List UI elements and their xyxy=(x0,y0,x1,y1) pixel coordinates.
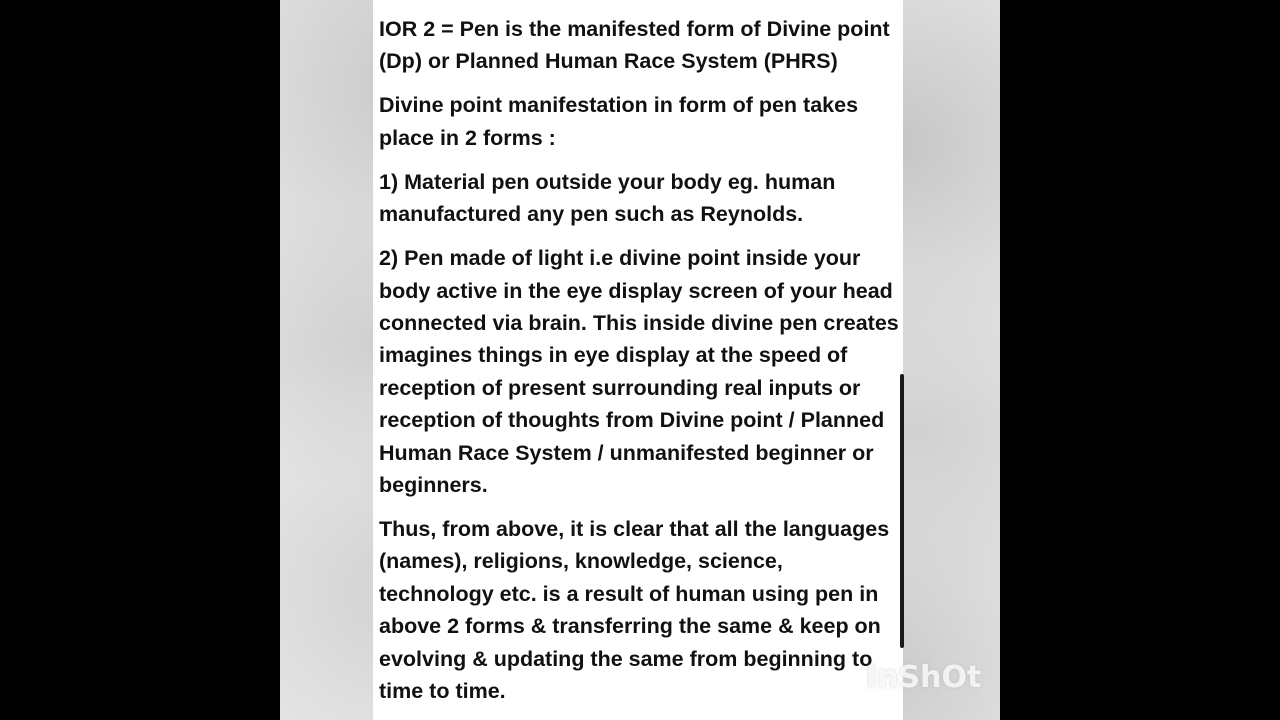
paragraph-material-pen: 1) Material pen outside your body eg. human manufactured any pen such as Reynolds. xyxy=(379,169,836,227)
paragraph-ior-2: IOR 2 = Pen is the manifested form of Divine point (Dp) or Planned Human Race System (PHRS) xyxy=(379,17,890,74)
document-text xyxy=(379,13,899,719)
paragraph-light-pen: 2) Pen made of light i.e divine point inside your body active in the eye display screen of your head connected via brain. This inside divine pen creates imagines things in eye display at the speed of reception of present surrounding real inputs or reception of thoughts from Divine point / Planned Human Race System / unmanifested beginner or beginners. xyxy=(379,246,899,498)
paragraph-conclusion: Thus, from above, it is clear that all the languages (names), religions, knowledge, science, technology etc. is a result of human using pen in above 2 forms & transferring the same & keep on evolving & updating the same from beginning to time to time. xyxy=(379,517,890,704)
scrollbar-thumb[interactable] xyxy=(900,374,904,648)
paragraph-manifestation-forms: Divine point manifestation in form of pen takes place in 2 forms : xyxy=(379,93,859,150)
inshot-watermark: InShOt xyxy=(866,660,982,695)
